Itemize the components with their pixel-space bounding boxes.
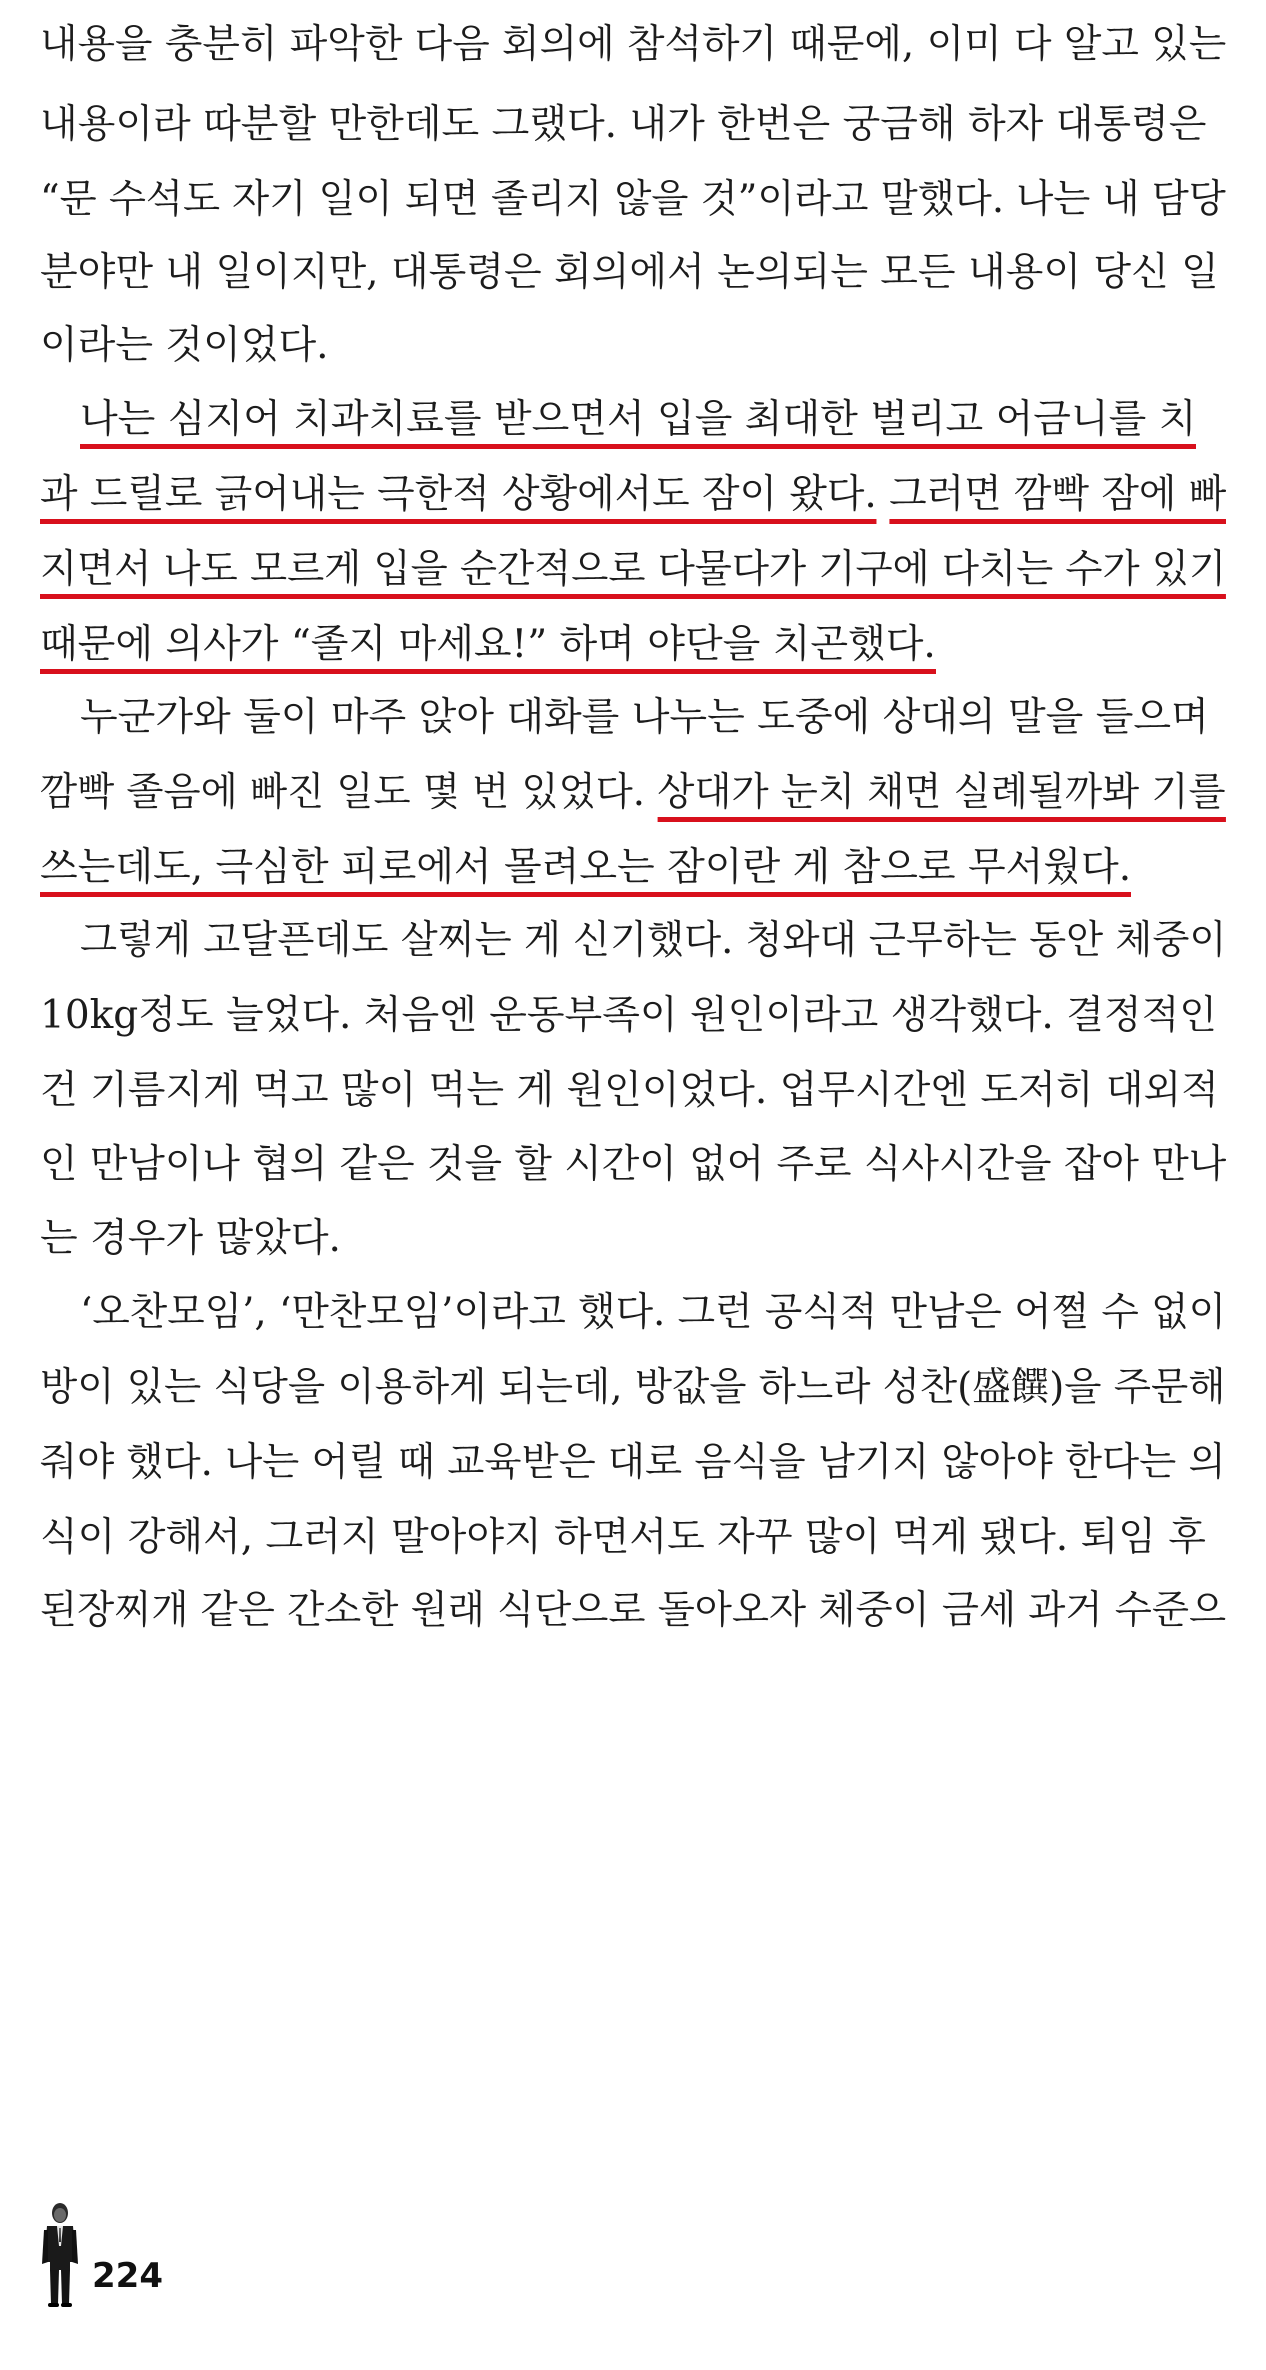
underlined-text-segment: 나는 심지어 치과치료를 받으면서 입을 최대한 벌리고 어금니를 치 — [80, 397, 1196, 449]
text-line — [40, 20, 1227, 70]
underlined-text-segment: 상대가 눈치 채면 실례될까봐 기를 — [657, 770, 1225, 822]
text-segment: 누군가와 둘이 마주 앉아 대화를 나누는 도중에 상대의 말을 들으며 — [80, 695, 1209, 740]
underlined-text-segment: 지면서 나도 모르게 입을 순간적으로 다물다가 기구에 다치는 수가 있기 — [40, 547, 1226, 599]
text-segment: 건 기름지게 먹고 많이 먹는 게 원인이었다. 업무시간엔 도저히 대외적 — [40, 1068, 1219, 1113]
text-line — [40, 843, 1226, 893]
text-line — [40, 1140, 1227, 1190]
text-line — [40, 1513, 1226, 1563]
text-line — [40, 175, 1226, 225]
text-line — [80, 395, 1226, 445]
text-segment: 식이 강해서, 그러지 말아야지 하면서도 자꾸 많이 먹게 됐다. 퇴임 후 — [40, 1515, 1206, 1560]
text-segment: 는 경우가 많았다. — [40, 1216, 341, 1261]
standing-man-figure-icon — [30, 2200, 90, 2310]
text-line — [40, 545, 1227, 595]
text-line — [40, 1586, 1227, 1636]
text-segment: “문 수석도 자기 일이 되면 졸리지 않을 것”이라고 말했다. 나는 내 담당 — [40, 177, 1226, 222]
page-footer — [30, 2200, 230, 2310]
text-line — [80, 1288, 1227, 1338]
underlined-text-segment: 때문에 의사가 “졸지 마세요!” 하며 야단을 치곤했다. — [40, 622, 936, 674]
text-line — [80, 916, 1227, 966]
text-line — [40, 991, 1226, 1041]
text-segment: 깜빡 졸음에 빠진 일도 몇 번 있었다. — [40, 770, 658, 815]
underlined-text-segment: 쓰는데도, 극심한 피로에서 몰려오는 잠이란 게 참으로 무서웠다. — [40, 845, 1131, 897]
text-segment: 그렇게 고달픈데도 살찌는 게 신기했다. 청와대 근무하는 동안 체중이 — [80, 918, 1227, 963]
text-line — [40, 1363, 1226, 1413]
text-segment: 분야만 내 일이지만, 대통령은 회의에서 논의되는 모든 내용이 당신 일 — [40, 250, 1219, 295]
text-line — [40, 768, 1226, 818]
text-line — [40, 1214, 1226, 1264]
text-line — [80, 693, 1226, 743]
text-line — [40, 1438, 1226, 1488]
text-line — [40, 100, 1226, 150]
text-segment — [877, 472, 889, 517]
text-line — [40, 1066, 1226, 1116]
text-segment: 방이 있는 식당을 이용하게 되는데, 방값을 하느라 성찬(盛饌)을 주문해 — [40, 1365, 1226, 1410]
underlined-text-segment: 과 드릴로 긁어내는 극한적 상황에서도 잠이 왔다. — [40, 472, 877, 524]
page-number: 224 — [92, 2256, 163, 2296]
text-segment: 이라는 것이었다. — [40, 323, 329, 368]
text-segment: 인 만남이나 협의 같은 것을 할 시간이 없어 주로 식사시간을 잡아 만나 — [40, 1142, 1227, 1187]
text-segment: 된장찌개 같은 간소한 원래 식단으로 돌아오자 체중이 금세 과거 수준으 — [40, 1588, 1227, 1633]
text-segment: 줘야 했다. 나는 어릴 때 교육받은 대로 음식을 남기지 않아야 한다는 의 — [40, 1440, 1226, 1485]
text-line — [40, 470, 1227, 520]
underlined-text-segment: 그러면 깜빡 잠에 빠 — [889, 472, 1226, 524]
text-segment: 내용이라 따분할 만한데도 그랬다. 내가 한번은 궁금해 하자 대통령은 — [40, 102, 1207, 147]
text-line — [40, 248, 1226, 298]
text-segment: 10kg정도 늘었다. 처음엔 운동부족이 원인이라고 생각했다. 결정적인 — [40, 993, 1217, 1038]
text-segment: 내용을 충분히 파악한 다음 회의에 참석하기 때문에, 이미 다 알고 있는 — [40, 22, 1227, 67]
text-line — [40, 620, 1226, 670]
text-segment: ‘오찬모임’, ‘만찬모임’이라고 했다. 그런 공식적 만남은 어쩔 수 없이 — [80, 1290, 1227, 1335]
text-line — [40, 321, 1226, 371]
